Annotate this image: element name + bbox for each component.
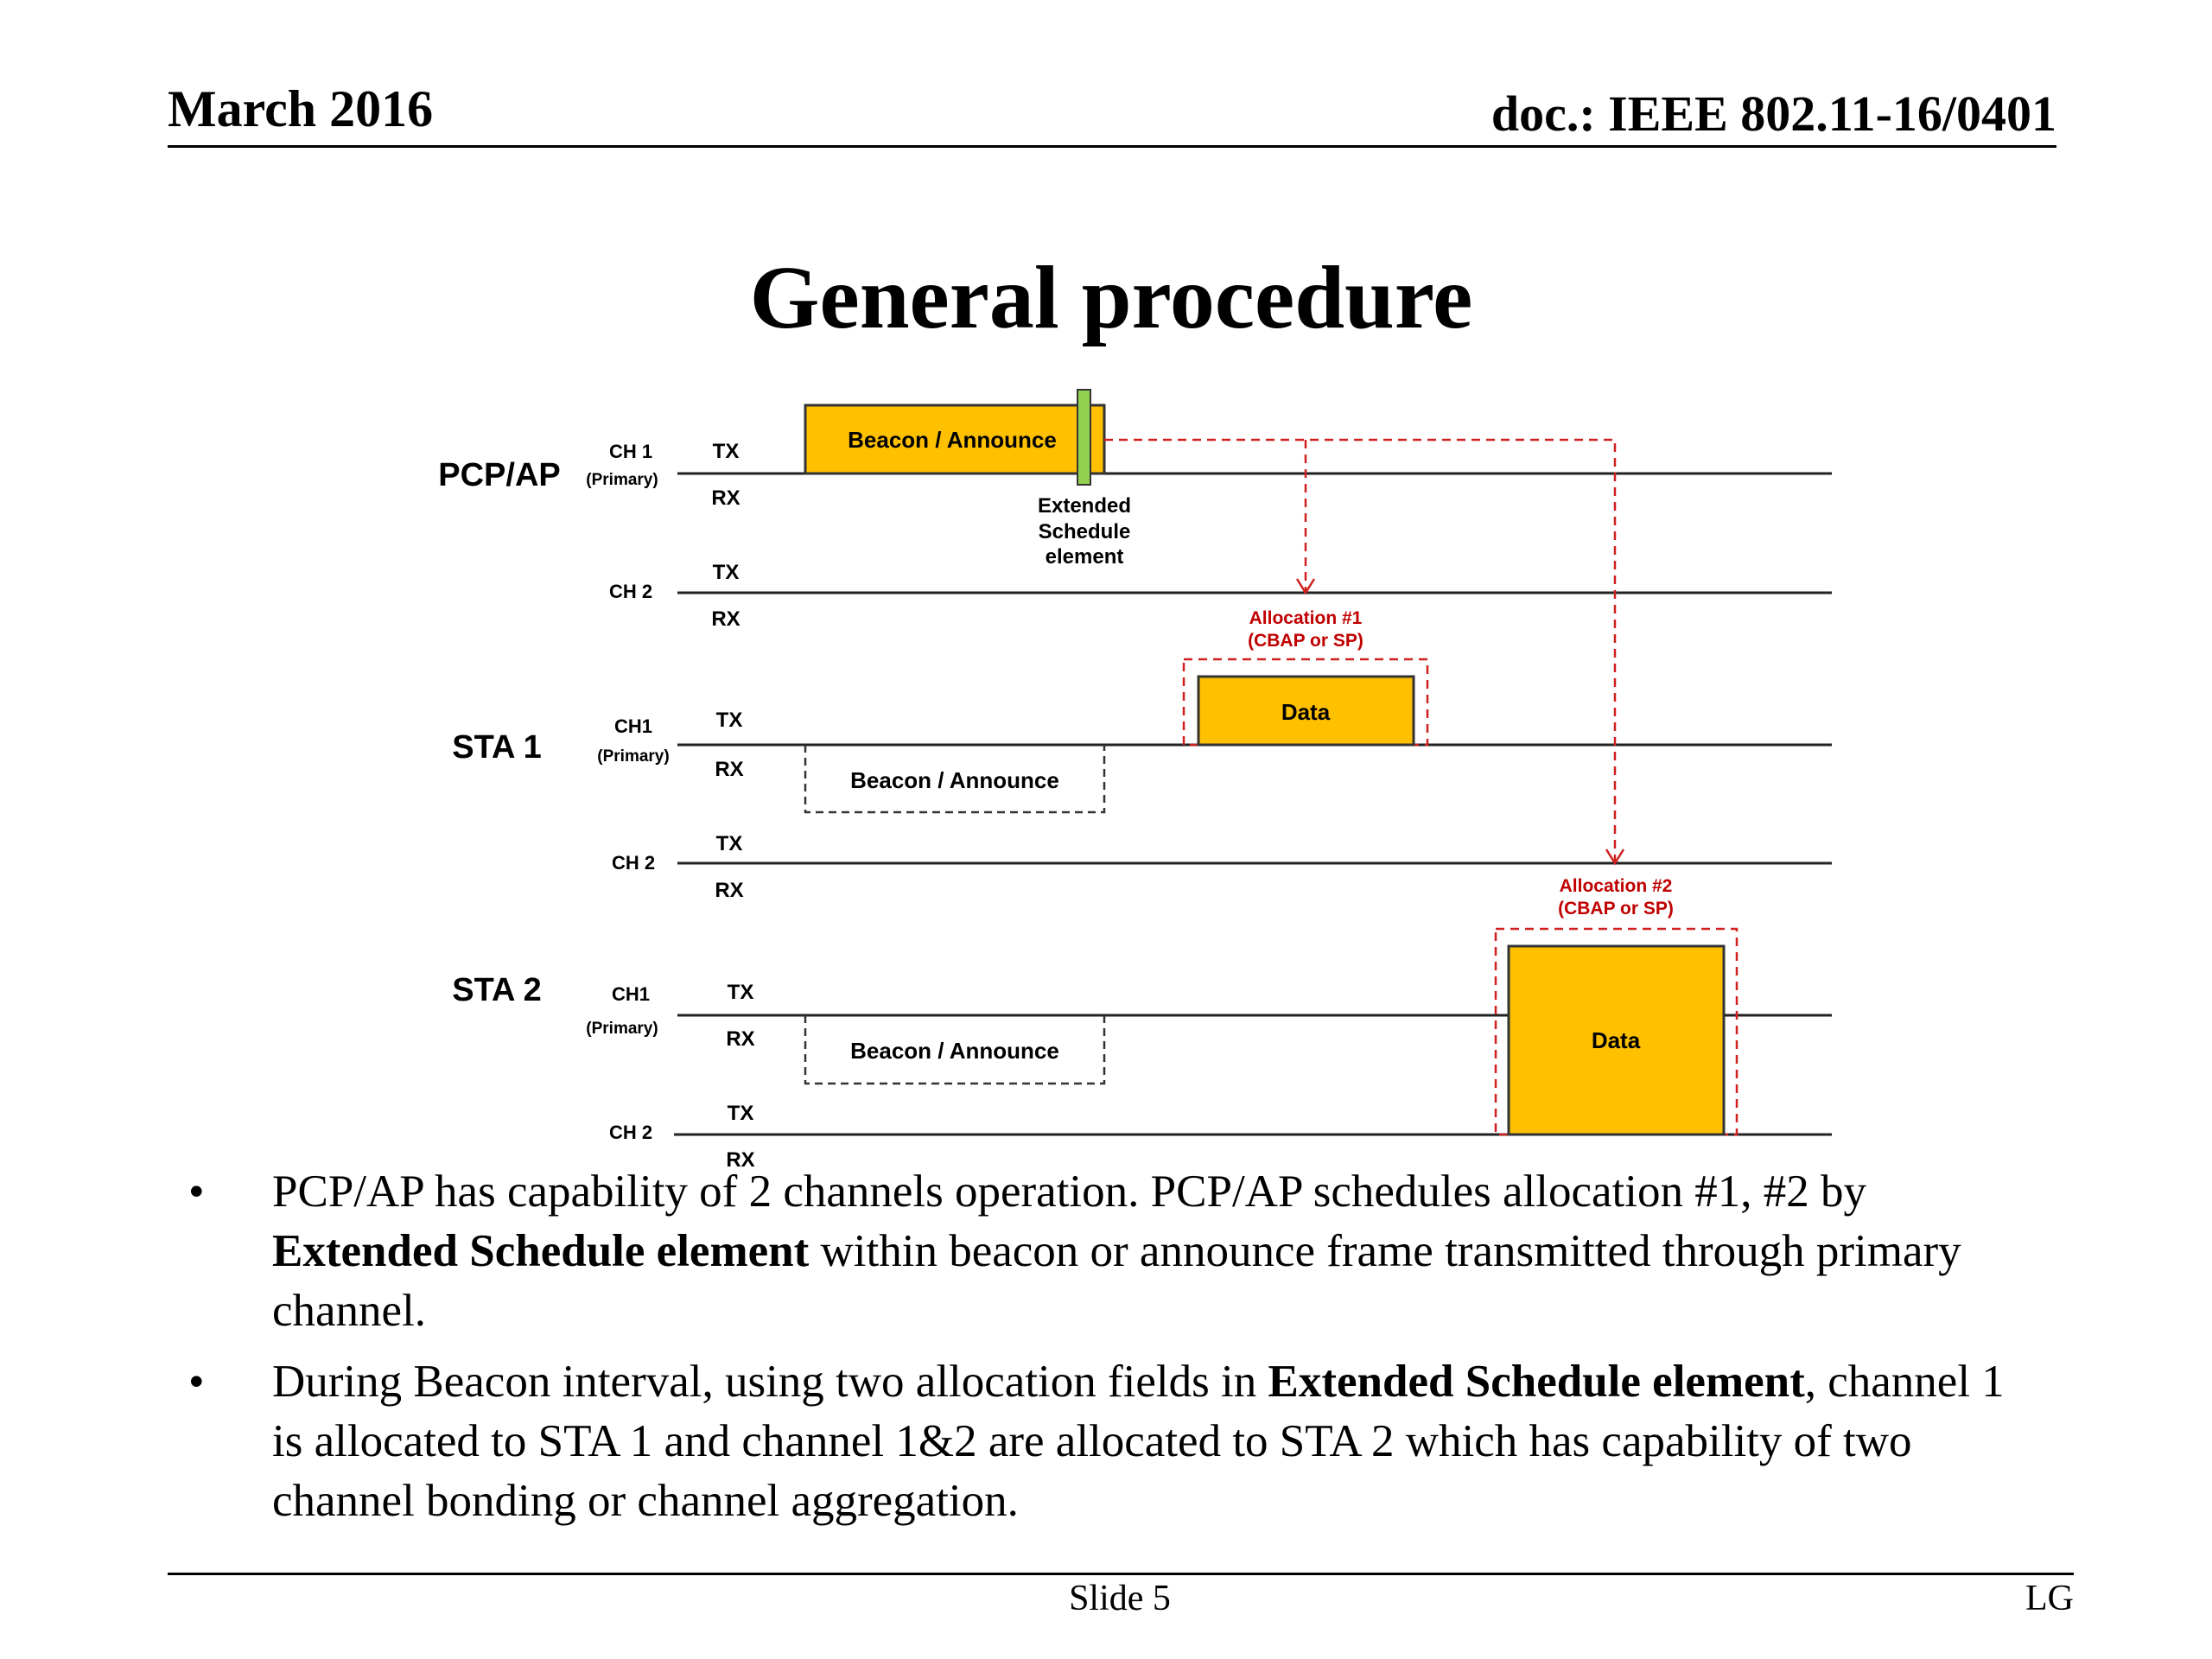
pcp-ch2-rx: RX	[711, 607, 741, 631]
sta1-ch1-rx: RX	[715, 758, 744, 781]
pcp-ap-label: PCP/AP	[438, 457, 561, 493]
pcp-ch1-rx: RX	[711, 486, 741, 510]
pcp-ch2-tx: TX	[712, 561, 740, 584]
bullet-text: within beacon or announce frame transmitted through primary channel.	[272, 1226, 1961, 1336]
pcp-beacon-label: Beacon / Announce	[848, 427, 1057, 453]
slide-number: Slide 5	[1069, 1579, 1171, 1618]
ese-label-2: Schedule	[1038, 520, 1131, 543]
sta2-beacon-label: Beacon / Announce	[850, 1038, 1059, 1064]
footer-author: LG	[2025, 1579, 2074, 1618]
bullet-bold-text: Extended Schedule element	[1268, 1357, 1805, 1407]
sta2-primary-label: (Primary)	[586, 1020, 658, 1038]
sta1-ch1-tx: TX	[715, 709, 743, 732]
slide-title: General procedure	[749, 248, 1473, 347]
pcp-primary-label: (Primary)	[586, 471, 658, 489]
bullet-text: PCP/AP has capability of 2 channels operation. PCP/AP schedules allocation #1, #2 by	[272, 1166, 1866, 1217]
sta2-ch1-tx: TX	[727, 981, 754, 1004]
pcp-ch1-label: CH 1	[608, 441, 653, 462]
bullet-bold-text: Extended Schedule element	[272, 1226, 810, 1276]
pcp-ch2-label: CH 2	[608, 581, 653, 602]
bullet-list	[173, 1162, 2031, 1542]
header-date: March 2016	[168, 80, 434, 137]
sta2-label: STA 2	[452, 972, 542, 1008]
sta2-ch1-label: CH1	[611, 983, 651, 1005]
allocation1-label: Allocation #1	[1249, 608, 1363, 628]
sta1-label: STA 1	[452, 729, 542, 766]
sta1-ch2-tx: TX	[715, 832, 743, 855]
header-doc-id: doc.: IEEE 802.11-16/0401	[1491, 86, 2056, 142]
sta2-ch2-rx: RX	[726, 1148, 755, 1172]
ese-label-3: element	[1045, 545, 1124, 569]
pcp-ch1-tx: TX	[712, 440, 740, 463]
sta2-ch1-rx: RX	[726, 1027, 755, 1051]
sta1-ch1-label: CH1	[613, 715, 653, 737]
ese-label-1: Extended	[1037, 494, 1132, 518]
sta2-ch2-tx: TX	[727, 1102, 754, 1125]
sta2-ch2-label: CH 2	[608, 1122, 653, 1143]
bullet-icon: •	[188, 1357, 205, 1407]
bullet-text: During Beacon interval, using two allocation fields in	[272, 1357, 1268, 1407]
sta1-primary-label: (Primary)	[597, 747, 670, 766]
bullet-icon: •	[188, 1166, 205, 1217]
allocation2-type: (CBAP or SP)	[1558, 899, 1674, 918]
allocation1-type: (CBAP or SP)	[1248, 631, 1363, 651]
bullet-item	[173, 1352, 2031, 1531]
allocation2-label: Allocation #2	[1559, 876, 1673, 896]
sta1-ch2-rx: RX	[715, 879, 744, 902]
sta1-data-label: Data	[1281, 699, 1331, 725]
allocation-arrows	[1104, 440, 1615, 861]
sta1-ch2-label: CH 2	[611, 852, 656, 874]
sta2-data-label: Data	[1591, 1027, 1641, 1053]
extended-schedule-element-marker	[1077, 390, 1090, 485]
sta1-beacon-label: Beacon / Announce	[850, 767, 1059, 793]
bullet-text: , channel 1 is allocated to STA 1 and channel 1&2 are allocated to STA 2 which has capability of two channel bonding or channel aggregation.	[272, 1357, 2005, 1526]
allocation2-arrow-line	[1104, 440, 1615, 861]
footer-divider	[168, 1573, 2074, 1575]
bullet-item	[173, 1162, 2031, 1341]
